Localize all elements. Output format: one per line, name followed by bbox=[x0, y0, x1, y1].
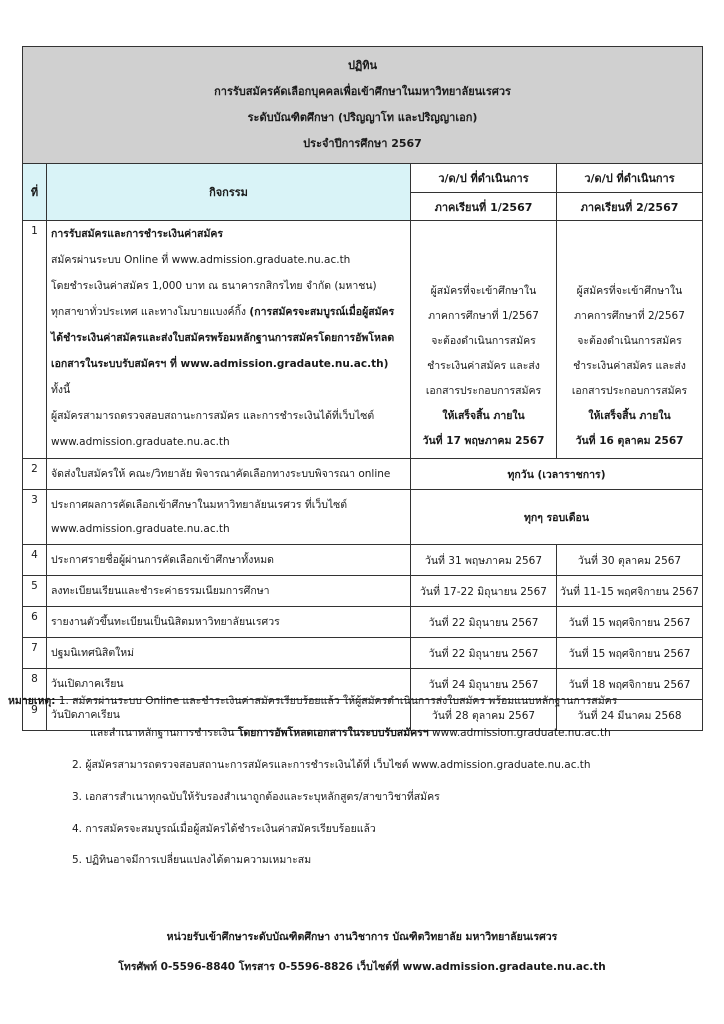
title-row bbox=[23, 47, 703, 164]
table-row bbox=[23, 459, 703, 490]
sem1-deadline bbox=[411, 221, 557, 459]
note-2: 2. ผู้สมัครสามารถตรวจสอบสถานะการสมัครและการชำระเงินได้ที่ เว็บไซต์ www.admission.graduate.nu.ac.th bbox=[72, 759, 591, 771]
sem1-text: ชำระเงินค่าสมัคร และส่ง bbox=[427, 360, 540, 372]
table-row bbox=[23, 545, 703, 576]
row-number: 3 bbox=[23, 490, 47, 545]
sem2-date: วันที่ 18 พฤศจิกายน 2567 bbox=[557, 669, 703, 700]
header-date-sem1: ว/ด/ป ที่ดำเนินการ bbox=[411, 164, 557, 193]
row-number: 2 bbox=[23, 459, 47, 490]
row-date-span: ทุกวัน (เวลาราชการ) bbox=[411, 459, 703, 490]
note-text: และสำเนาหลักฐานการชำระเงิน bbox=[90, 727, 238, 739]
table-row bbox=[23, 638, 703, 669]
row-number: 7 bbox=[23, 638, 47, 669]
sem2-deadline bbox=[557, 221, 703, 459]
sem2-date: วันที่ 16 ตุลาคม 2567 bbox=[575, 435, 684, 447]
activity-line bbox=[51, 299, 406, 325]
note-1-cont bbox=[90, 724, 611, 741]
sem2-date: วันที่ 15 พฤศจิกายน 2567 bbox=[557, 638, 703, 669]
title-line-2: การรับสมัครคัดเลือกบุคคลเพื่อเข้าศึกษาในมหาวิทยาลัยนเรศวร bbox=[214, 85, 511, 98]
note-1 bbox=[8, 692, 617, 709]
activity-emphasis: ได้ชำระเงินค่าสมัครและส่งใบสมัครพร้อมหลักฐานการสมัครโดยการอัพโหลด bbox=[51, 332, 395, 344]
table-row bbox=[23, 221, 703, 459]
header-row-1 bbox=[23, 164, 703, 193]
sem1-text: ให้เสร็จสิ้น ภายใน bbox=[442, 410, 525, 422]
sem2-date: วันที่ 30 ตุลาคม 2567 bbox=[557, 545, 703, 576]
sem2-date: วันที่ 11-15 พฤศจิกายน 2567 bbox=[557, 576, 703, 607]
sem2-date: วันที่ 15 พฤศจิกายน 2567 bbox=[557, 607, 703, 638]
sem1-date: วันที่ 22 มิถุนายน 2567 bbox=[411, 638, 557, 669]
activity-emphasis: เอกสารในระบบรับสมัครฯ ที่ www.admission.gradaute.nu.ac.th) bbox=[51, 358, 389, 370]
note-4: 4. การสมัครจะสมบูรณ์เมื่อผู้สมัครได้ชำระเงินค่าสมัครเรียบร้อยแล้ว bbox=[72, 823, 376, 835]
sem2-text: ชำระเงินค่าสมัคร และส่ง bbox=[573, 360, 686, 372]
row-date-span: ทุกๆ รอบเดือน bbox=[411, 490, 703, 545]
row-number: 8 bbox=[23, 669, 47, 700]
activity-text: ทั้งนี้ bbox=[51, 384, 71, 396]
note-emphasis: โดยการอัพโหลดเอกสารในระบบรับสมัครฯ bbox=[237, 727, 429, 739]
sem1-text: ผู้สมัครที่จะเข้าศึกษาใน bbox=[430, 285, 537, 297]
row-number: 5 bbox=[23, 576, 47, 607]
table-row bbox=[23, 607, 703, 638]
title-line-1: ปฏิทิน bbox=[347, 59, 378, 72]
row-activity bbox=[47, 490, 411, 545]
table-row bbox=[23, 576, 703, 607]
row-activity: วันเปิดภาคเรียน bbox=[47, 669, 411, 700]
activity-line bbox=[51, 351, 406, 403]
activity-line: www.admission.graduate.nu.ac.th bbox=[51, 436, 230, 448]
header-no: ที่ bbox=[23, 164, 47, 221]
sem1-date: วันที่ 17 พฤษภาคม 2567 bbox=[422, 435, 545, 447]
header-sem2: ภาคเรียนที่ 2/2567 bbox=[557, 193, 703, 221]
row-activity: รายงานตัวขึ้นทะเบียนเป็นนิสิตมหาวิทยาลัยนเรศวร bbox=[47, 607, 411, 638]
activity-line: ประกาศผลการคัดเลือกเข้าศึกษาในมหาวิทยาลัยนเรศวร ที่เว็บไซต์ bbox=[51, 499, 348, 511]
header-sem1: ภาคเรียนที่ 1/2567 bbox=[411, 193, 557, 221]
row-activity: ประกาศรายชื่อผู้ผ่านการคัดเลือกเข้าศึกษาทั้งหมด bbox=[47, 545, 411, 576]
activity-line: สมัครผ่านระบบ Online ที่ www.admission.graduate.nu.ac.th bbox=[51, 254, 351, 266]
sem1-date: วันที่ 31 พฤษภาคม 2567 bbox=[411, 545, 557, 576]
footer-office: หน่วยรับเข้าศึกษาระดับบัณฑิตศึกษา งานวิชาการ บัณฑิตวิทยาลัย มหาวิทยาลัยนเรศวร bbox=[166, 931, 558, 943]
row-number: 6 bbox=[23, 607, 47, 638]
sem2-text: จะต้องดำเนินการสมัคร bbox=[577, 335, 682, 347]
note-text: www.admission.graduate.nu.ac.th bbox=[428, 727, 611, 739]
title-line-3: ระดับบัณฑิตศึกษา (ปริญญาโท และปริญญาเอก) bbox=[247, 111, 478, 124]
row-number: 1 bbox=[23, 221, 47, 459]
sem2-text: เอกสารประกอบการสมัคร bbox=[571, 385, 688, 397]
row-number: 4 bbox=[23, 545, 47, 576]
title-line-4: ประจำปีการศึกษา 2567 bbox=[303, 137, 422, 150]
calendar-table bbox=[22, 46, 703, 731]
sem2-text: ผู้สมัครที่จะเข้าศึกษาใน bbox=[576, 285, 683, 297]
sem2-text: ภาคการศึกษาที่ 2/2567 bbox=[574, 310, 685, 322]
header-activity: กิจกรรม bbox=[47, 164, 411, 221]
row-activity bbox=[47, 221, 411, 459]
activity-title: การรับสมัครและการชำระเงินค่าสมัคร bbox=[51, 228, 224, 240]
sem1-date: วันที่ 22 มิถุนายน 2567 bbox=[411, 607, 557, 638]
sem1-text: จะต้องดำเนินการสมัคร bbox=[431, 335, 536, 347]
note-5: 5. ปฏิทินอาจมีการเปลี่ยนแปลงได้ตามความเหมาะสม bbox=[72, 854, 312, 866]
notes-label: หมายเหตุ: bbox=[8, 695, 56, 707]
sem2-text: ให้เสร็จสิ้น ภายใน bbox=[588, 410, 671, 422]
row-activity: ปฐมนิเทศนิสิตใหม่ bbox=[47, 638, 411, 669]
activity-line: www.admission.graduate.nu.ac.th bbox=[51, 523, 230, 535]
sem1-date: วันที่ 17-22 มิถุนายน 2567 bbox=[411, 576, 557, 607]
sem2-date: วันที่ 24 มีนาคม 2568 bbox=[557, 700, 703, 731]
note-text: 1. สมัครผ่านระบบ Online และชำระเงินค่าสมัครเรียบร้อยแล้ว ให้ผู้สมัครดำเนินการส่งใบสมัคร พร้อมแนบหลักฐานการสมัคร bbox=[55, 695, 618, 707]
document-title bbox=[23, 47, 703, 164]
activity-emphasis: (การสมัครจะสมบูรณ์เมื่อผู้สมัคร bbox=[249, 306, 395, 318]
sem1-text: เอกสารประกอบการสมัคร bbox=[425, 385, 542, 397]
sem1-date: วันที่ 24 มิถุนายน 2567 bbox=[411, 669, 557, 700]
footer-contact: โทรศัพท์ 0-5596-8840 โทรสาร 0-5596-8826 เว็บไซต์ที่ www.admission.gradaute.nu.ac.th bbox=[118, 961, 606, 973]
table-row bbox=[23, 490, 703, 545]
activity-text: ทุกสาขาทั่วประเทศ และทางโมบายแบงค์กิ้ง bbox=[51, 306, 250, 318]
row-activity: ลงทะเบียนเรียนและชำระค่าธรรมเนียมการศึกษา bbox=[47, 576, 411, 607]
row-activity: จัดส่งใบสมัครให้ คณะ/วิทยาลัย พิจารณาคัดเลือกทางระบบพิจารณา online bbox=[47, 459, 411, 490]
activity-line: โดยชำระเงินค่าสมัคร 1,000 บาท ณ ธนาคารกสิกรไทย จำกัด (มหาชน) bbox=[51, 280, 377, 292]
note-3: 3. เอกสารสำเนาทุกฉบับให้รับรองสำเนาถูกต้องและระบุหลักสูตร/สาขาวิชาที่สมัคร bbox=[72, 791, 440, 803]
row-number: 9 bbox=[23, 700, 47, 731]
header-date-sem2: ว/ด/ป ที่ดำเนินการ bbox=[557, 164, 703, 193]
sem1-text: ภาคการศึกษาที่ 1/2567 bbox=[428, 310, 539, 322]
activity-line: ผู้สมัครสามารถตรวจสอบสถานะการสมัคร และการชำระเงินได้ที่เว็บไซต์ bbox=[51, 410, 375, 422]
sem1-date: วันที่ 28 ตุลาคม 2567 bbox=[411, 700, 557, 731]
row-activity: วันปิดภาคเรียน bbox=[47, 700, 411, 731]
